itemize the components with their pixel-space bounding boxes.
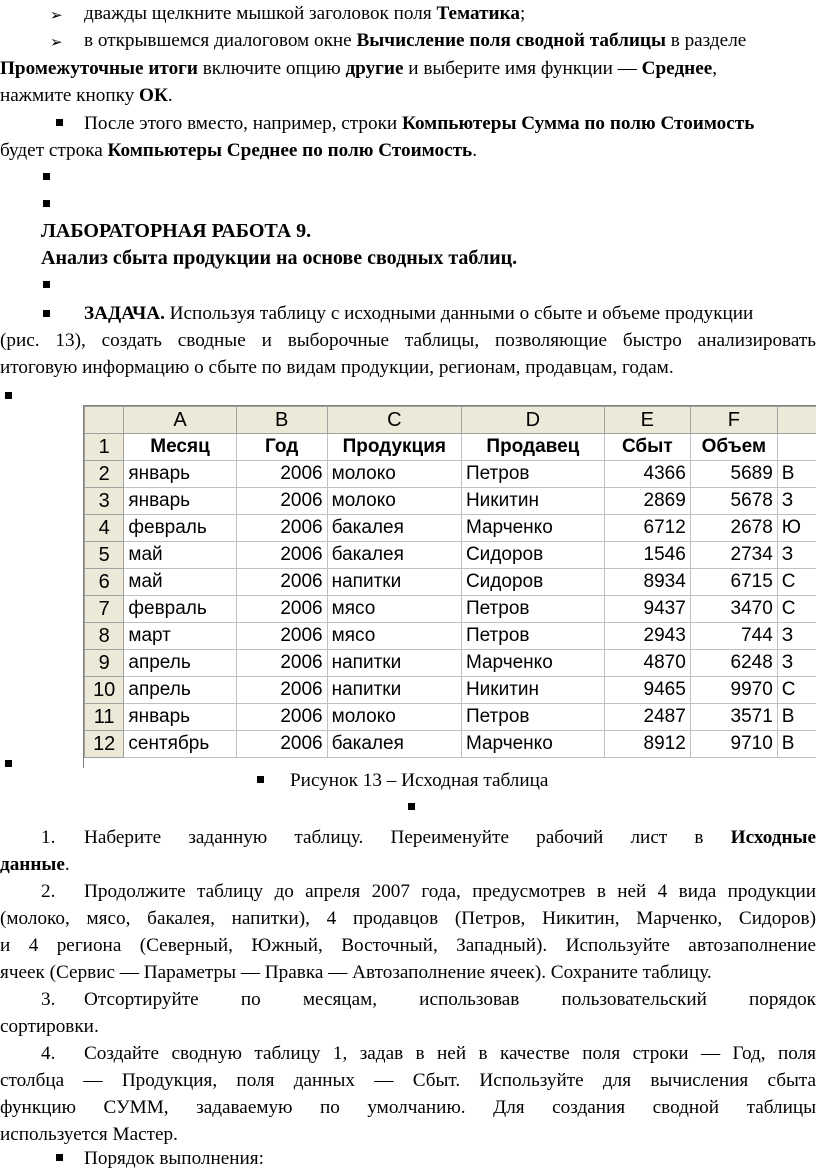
row-header: 7 xyxy=(85,596,124,623)
table-row xyxy=(85,542,816,569)
column-header: D xyxy=(461,407,604,434)
cell-product: напитки xyxy=(327,677,461,704)
column-header: C xyxy=(327,407,461,434)
field-header-year: Год xyxy=(236,434,327,461)
cell-sales: 2943 xyxy=(604,623,690,650)
square-bullet-icon xyxy=(56,1154,63,1161)
cell-seller: Марченко xyxy=(461,650,604,677)
cell-region-partial: С xyxy=(777,677,816,704)
square-bullet-icon xyxy=(43,310,50,317)
list-item-continuation: будет строка Компьютеры Среднее по полю Стоимость. xyxy=(0,137,816,164)
row-header: 3 xyxy=(85,488,124,515)
square-bullet-icon xyxy=(408,803,415,810)
step-number: 2. xyxy=(41,878,816,905)
lab-work-subtitle: Анализ сбыта продукции на основе сводных таблиц. xyxy=(41,245,816,272)
row-header: 2 xyxy=(85,461,124,488)
step-text-continuation: ячеек (Сервис — Параметры — Правка — Автозаполнение ячеек). Сохраните таблицу. xyxy=(0,959,816,986)
column-header: F xyxy=(690,407,777,434)
cell-volume: 2734 xyxy=(690,542,777,569)
step-text: Отсортируйте по месяцам, использовав пользовательский порядок xyxy=(84,986,816,1013)
cell-sales: 2487 xyxy=(604,704,690,731)
step-text-continuation: данные. xyxy=(0,851,816,878)
cell-product: бакалея xyxy=(327,515,461,542)
cell-product: молоко xyxy=(327,704,461,731)
cell-year: 2006 xyxy=(236,731,327,758)
square-bullet-icon xyxy=(43,200,50,207)
step-number: 4. xyxy=(41,1040,816,1067)
spreadsheet-figure xyxy=(83,405,816,768)
column-header-partial xyxy=(777,407,816,434)
step-text: Создайте сводную таблицу 1, задав в ней в качестве поля строки — Год, поля xyxy=(84,1040,816,1067)
field-header-row xyxy=(85,434,816,461)
cell-product: бакалея xyxy=(327,542,461,569)
square-bullet-icon xyxy=(257,776,264,783)
cell-sales: 8912 xyxy=(604,731,690,758)
cell-volume: 5689 xyxy=(690,461,777,488)
cell-region-partial: С xyxy=(777,569,816,596)
cell-seller: Сидоров xyxy=(461,542,604,569)
column-header: E xyxy=(604,407,690,434)
step-text: Продолжите таблицу до апреля 2007 года, предусмотрев в ней 4 вида продукции xyxy=(84,878,816,905)
cell-month: февраль xyxy=(124,515,236,542)
cell-sales: 4870 xyxy=(604,650,690,677)
cell-seller: Петров xyxy=(461,704,604,731)
cell-seller: Сидоров xyxy=(461,569,604,596)
cell-region-partial: Ю xyxy=(777,515,816,542)
cell-region-partial: З xyxy=(777,542,816,569)
step-text-continuation: и 4 региона (Северный, Южный, Восточный, Западный). Используйте автозаполнение xyxy=(0,932,816,959)
step-number: 1. xyxy=(41,824,816,851)
field-header-product: Продукция xyxy=(327,434,461,461)
task-paragraph: ЗАДАЧА. Используя таблицу с исходными данными о сбыте и объеме продукции xyxy=(84,300,816,327)
cell-product: мясо xyxy=(327,623,461,650)
figure-caption: Рисунок 13 – Исходная таблица xyxy=(290,767,816,794)
table-row xyxy=(85,731,816,758)
cell-sales: 6712 xyxy=(604,515,690,542)
step-text: Наберите заданную таблицу. Переименуйте рабочий лист в Исходные xyxy=(84,824,816,851)
step-number: 3. xyxy=(41,986,816,1013)
cell-year: 2006 xyxy=(236,569,327,596)
square-bullet-icon xyxy=(5,392,12,399)
table-row xyxy=(85,461,816,488)
cell-volume: 5678 xyxy=(690,488,777,515)
square-bullet-icon xyxy=(43,173,50,180)
step-text-continuation: функцию СУММ, задаваемую по умолчанию. Для создания сводной таблицы xyxy=(0,1094,816,1121)
cell-month: февраль xyxy=(124,596,236,623)
cell-year: 2006 xyxy=(236,677,327,704)
table-row xyxy=(85,488,816,515)
square-bullet-icon xyxy=(5,760,12,767)
cell-month: май xyxy=(124,569,236,596)
cell-year: 2006 xyxy=(236,542,327,569)
table-row xyxy=(85,569,816,596)
list-item-continuation: нажмите кнопку ОК. xyxy=(0,82,816,109)
cell-year: 2006 xyxy=(236,461,327,488)
row-header: 10 xyxy=(85,677,124,704)
cell-volume: 3571 xyxy=(690,704,777,731)
square-bullet-icon xyxy=(56,119,63,126)
cell-year: 2006 xyxy=(236,488,327,515)
cell-region-partial: В xyxy=(777,461,816,488)
cell-seller: Никитин xyxy=(461,677,604,704)
cell-region-partial: В xyxy=(777,704,816,731)
cell-month: апрель xyxy=(124,677,236,704)
row-header: 8 xyxy=(85,623,124,650)
cell-month: январь xyxy=(124,704,236,731)
column-header: B xyxy=(236,407,327,434)
list-item: После этого вместо, например, строки Компьютеры Сумма по полю Стоимость xyxy=(84,110,816,137)
cell-region-partial: З xyxy=(777,623,816,650)
cell-volume: 6715 xyxy=(690,569,777,596)
spreadsheet-table xyxy=(84,406,816,758)
cell-seller: Марченко xyxy=(461,731,604,758)
cell-volume: 3470 xyxy=(690,596,777,623)
table-row xyxy=(85,515,816,542)
list-item: в открывшемся диалоговом окне Вычисление поля сводной таблицы в разделе xyxy=(84,27,816,54)
step-text-continuation: сортировки. xyxy=(0,1013,816,1040)
cell-volume: 744 xyxy=(690,623,777,650)
cell-year: 2006 xyxy=(236,515,327,542)
cell-month: январь xyxy=(124,461,236,488)
procedure-label: Порядок выполнения: xyxy=(84,1145,816,1172)
step-text-continuation: используется Мастер. xyxy=(0,1121,816,1148)
table-row xyxy=(85,650,816,677)
list-item: дважды щелкните мышкой заголовок поля Тематика; xyxy=(84,0,814,27)
cell-region-partial: З xyxy=(777,650,816,677)
row-header: 12 xyxy=(85,731,124,758)
cell-product: бакалея xyxy=(327,731,461,758)
cell-seller: Петров xyxy=(461,623,604,650)
cell-sales: 8934 xyxy=(604,569,690,596)
task-paragraph-line: (рис. 13), создать сводные и выборочные таблицы, позволяющие быстро анализировать xyxy=(0,327,816,354)
cell-sales: 9465 xyxy=(604,677,690,704)
square-bullet-icon xyxy=(43,281,50,288)
field-header-month: Месяц xyxy=(124,434,236,461)
row-header: 5 xyxy=(85,542,124,569)
cell-volume: 9970 xyxy=(690,677,777,704)
cell-sales: 4366 xyxy=(604,461,690,488)
table-row xyxy=(85,596,816,623)
row-header: 6 xyxy=(85,569,124,596)
row-header: 4 xyxy=(85,515,124,542)
cell-volume: 9710 xyxy=(690,731,777,758)
list-item-continuation: Промежуточные итоги включите опцию другие и выберите имя функции — Среднее, xyxy=(0,55,816,82)
cell-region-partial: В xyxy=(777,731,816,758)
cell-sales: 1546 xyxy=(604,542,690,569)
table-row xyxy=(85,704,816,731)
cell-sales: 9437 xyxy=(604,596,690,623)
cell-partial xyxy=(777,434,816,461)
cell-sales: 2869 xyxy=(604,488,690,515)
cell-product: мясо xyxy=(327,596,461,623)
column-header: A xyxy=(124,407,236,434)
cell-seller: Петров xyxy=(461,461,604,488)
table-row xyxy=(85,623,816,650)
spreadsheet-body xyxy=(85,461,816,758)
cell-month: март xyxy=(124,623,236,650)
row-header: 9 xyxy=(85,650,124,677)
task-paragraph-line: итоговую информацию о сбыте по видам продукции, регионам, продавцам, годам. xyxy=(0,354,816,381)
cell-year: 2006 xyxy=(236,623,327,650)
field-header-volume: Объем xyxy=(690,434,777,461)
field-header-seller: Продавец xyxy=(461,434,604,461)
cell-product: молоко xyxy=(327,461,461,488)
cell-region-partial: З xyxy=(777,488,816,515)
cell-year: 2006 xyxy=(236,704,327,731)
corner-cell xyxy=(85,407,124,434)
table-row xyxy=(85,677,816,704)
lab-work-title: ЛАБОРАТОРНАЯ РАБОТА 9. xyxy=(41,218,816,245)
cell-volume: 2678 xyxy=(690,515,777,542)
cell-month: январь xyxy=(124,488,236,515)
field-header-sales: Сбыт xyxy=(604,434,690,461)
cell-seller: Петров xyxy=(461,596,604,623)
cell-year: 2006 xyxy=(236,650,327,677)
cell-volume: 6248 xyxy=(690,650,777,677)
cell-product: напитки xyxy=(327,569,461,596)
step-text-continuation: столбца — Продукция, поля данных — Сбыт. Используйте для вычисления сбыта xyxy=(0,1067,816,1094)
cell-seller: Никитин xyxy=(461,488,604,515)
cell-month: сентябрь xyxy=(124,731,236,758)
cell-product: молоко xyxy=(327,488,461,515)
cell-region-partial: С xyxy=(777,596,816,623)
row-header: 1 xyxy=(85,434,124,461)
arrow-bullet-icon: ➢ xyxy=(50,2,63,29)
cell-year: 2006 xyxy=(236,596,327,623)
row-header: 11 xyxy=(85,704,124,731)
cell-month: апрель xyxy=(124,650,236,677)
column-header-row xyxy=(85,407,816,434)
arrow-bullet-icon: ➢ xyxy=(50,29,63,56)
cell-product: напитки xyxy=(327,650,461,677)
step-text-continuation: (молоко, мясо, бакалея, напитки), 4 продавцов (Петров, Никитин, Марченко, Сидоров) xyxy=(0,905,816,932)
cell-seller: Марченко xyxy=(461,515,604,542)
cell-month: май xyxy=(124,542,236,569)
